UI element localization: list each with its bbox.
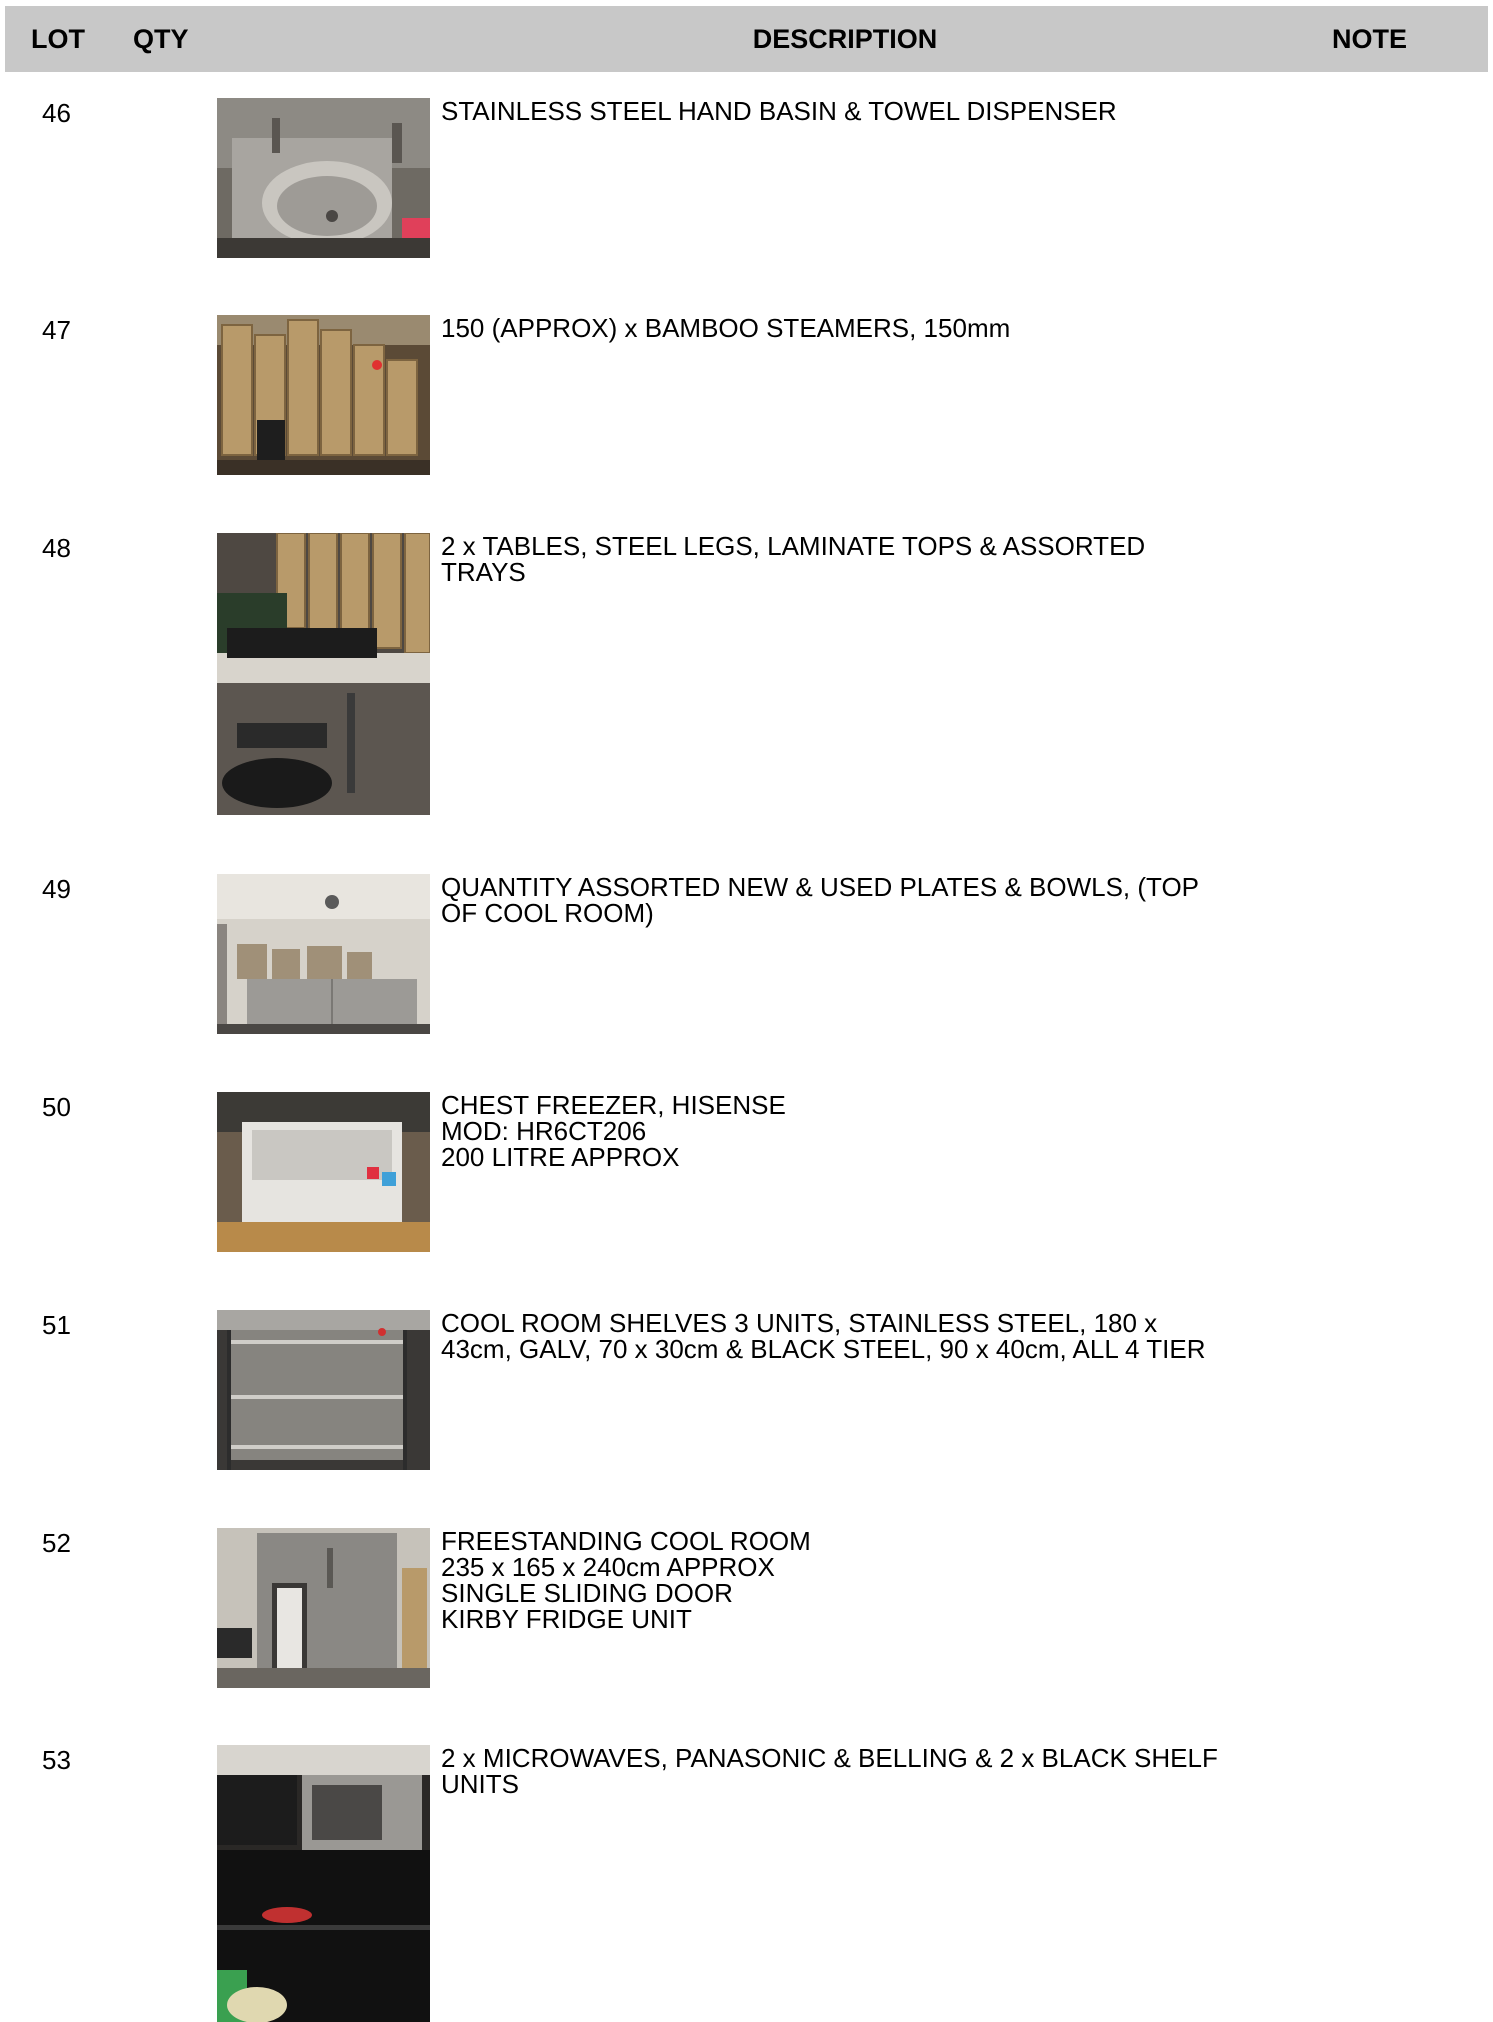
lot-number: 53 [42, 1745, 71, 1775]
table-row [0, 874, 1493, 1034]
lot-description [441, 874, 1261, 926]
table-row [0, 1310, 1493, 1470]
lot-photo [217, 1310, 430, 1470]
lot-photo [217, 98, 430, 258]
description-line: COOL ROOM SHELVES 3 UNITS, STAINLESS STEEL, 180 x [441, 1308, 1158, 1338]
description-line: OF COOL ROOM) [441, 898, 654, 928]
lot-description [441, 533, 1261, 585]
table-header [5, 6, 1488, 72]
lot-number: 50 [42, 1092, 71, 1122]
description-line: QUANTITY ASSORTED NEW & USED PLATES & BOWLS, (TOP [441, 872, 1200, 902]
description-line: 43cm, GALV, 70 x 30cm & BLACK STEEL, 90 x 40cm, ALL 4 TIER [441, 1334, 1206, 1364]
description-line: 235 x 165 x 240cm APPROX [441, 1552, 775, 1582]
lot-description [441, 315, 1261, 341]
description-line: 2 x MICROWAVES, PANASONIC & BELLING & 2 x BLACK SHELF [441, 1743, 1218, 1773]
lot-description [441, 1310, 1261, 1362]
header-qty: QTY [133, 24, 189, 54]
table-row [0, 315, 1493, 475]
lot-photo [217, 1745, 430, 2022]
description-line: UNITS [441, 1769, 519, 1799]
description-line: MOD: HR6CT206 [441, 1116, 647, 1146]
lot-description [441, 98, 1261, 124]
description-line: FREESTANDING COOL ROOM [441, 1526, 811, 1556]
lot-number: 52 [42, 1528, 71, 1558]
lot-number: 49 [42, 874, 71, 904]
table-row [0, 98, 1493, 258]
lot-photo [217, 1528, 430, 1688]
lot-description [441, 1528, 1261, 1632]
description-line: KIRBY FRIDGE UNIT [441, 1604, 692, 1634]
header-lot: LOT [31, 24, 85, 54]
lot-number: 46 [42, 98, 71, 128]
lot-number: 48 [42, 533, 71, 563]
lot-description [441, 1745, 1261, 1797]
table-row [0, 1745, 1493, 2022]
header-description: DESCRIPTION [752, 24, 938, 54]
table-row [0, 1528, 1493, 1688]
description-line: SINGLE SLIDING DOOR [441, 1578, 733, 1608]
header-note: NOTE [1332, 24, 1408, 54]
lot-photo [217, 315, 430, 475]
table-row [0, 533, 1493, 815]
lot-number: 51 [42, 1310, 71, 1340]
description-line: TRAYS [441, 557, 526, 587]
description-line: 200 LITRE APPROX [441, 1142, 680, 1172]
description-line: 2 x TABLES, STEEL LEGS, LAMINATE TOPS & ASSORTED [441, 531, 1146, 561]
description-line: STAINLESS STEEL HAND BASIN & TOWEL DISPENSER [441, 96, 1117, 126]
lot-photo [217, 874, 430, 1034]
lot-description [441, 1092, 1261, 1170]
lot-photo [217, 1092, 430, 1252]
table-row [0, 1092, 1493, 1252]
description-line: CHEST FREEZER, HISENSE [441, 1090, 786, 1120]
lot-number: 47 [42, 315, 71, 345]
lot-photo [217, 533, 430, 815]
description-line: 150 (APPROX) x BAMBOO STEAMERS, 150mm [441, 313, 1011, 343]
